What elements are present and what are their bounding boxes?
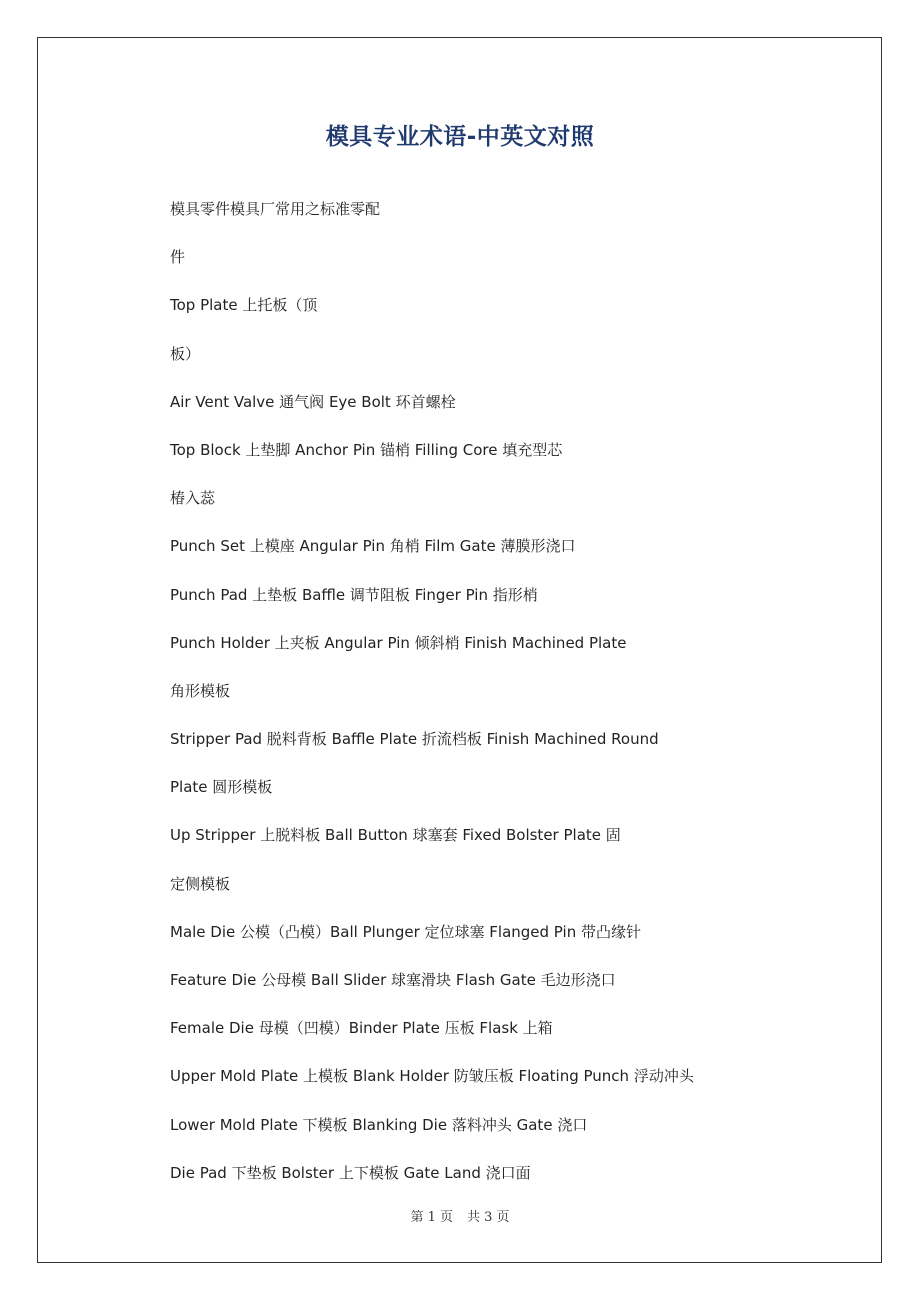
body-line: 角形模板 [170,681,231,700]
body-line: Upper Mold Plate 上模板 Blank Holder 防皱压板 Floating Punch 浮动冲头 [170,1067,694,1086]
body-line: Feature Die 公母模 Ball Slider 球塞滑块 Flash Gate 毛边形浇口 [170,971,616,989]
body-line: Up Stripper 上脱料板 Ball Button 球塞套 Fixed Bolster Plate 固 [170,826,621,845]
document-body [170,198,850,1210]
body-line: 板） [170,344,201,363]
body-line: Punch Holder 上夹板 Angular Pin 倾斜梢 Finish Machined Plate [170,633,627,652]
page-total: 共 3 页 [467,1210,510,1225]
body-line: Punch Set 上模座 Angular Pin 角梢 Film Gate 薄膜形浇口 [170,537,576,556]
body-line: Top Plate 上托板（顶 [170,296,318,315]
body-line: Die Pad 下垫板 Bolster 上下模板 Gate Land 浇口面 [170,1163,531,1182]
body-line: Stripper Pad 脱料背板 Baffle Plate 折流档板 Finish Machined Round [170,730,659,749]
body-line: Female Die 母模（凹模）Binder Plate 压板 Flask 上箱 [170,1019,553,1038]
body-line: 定侧模板 [170,874,231,893]
body-line: 件 [170,248,186,267]
body-line: Punch Pad 上垫板 Baffle 调节阻板 Finger Pin 指形梢 [170,585,538,604]
body-line: Plate 圆形模板 [170,778,273,797]
body-line: 模具零件模具厂常用之标准零配 [170,200,381,218]
body-line: 椿入蕊 [170,489,216,508]
page-footer [0,1206,920,1225]
body-line: Male Die 公模（凸模）Ball Plunger 定位球塞 Flanged Pin 带凸缘针 [170,922,641,941]
page-number: 第 1 页 [410,1210,453,1225]
body-line: Air Vent Valve 通气阀 Eye Bolt 环首螺栓 [170,392,456,411]
body-line: Top Block 上垫脚 Anchor Pin 锚梢 Filling Core 填充型芯 [170,440,563,459]
body-line: Lower Mold Plate 下模板 Blanking Die 落料冲头 Gate 浇口 [170,1115,588,1134]
document-title: 模具专业术语-中英文对照 [325,124,595,150]
